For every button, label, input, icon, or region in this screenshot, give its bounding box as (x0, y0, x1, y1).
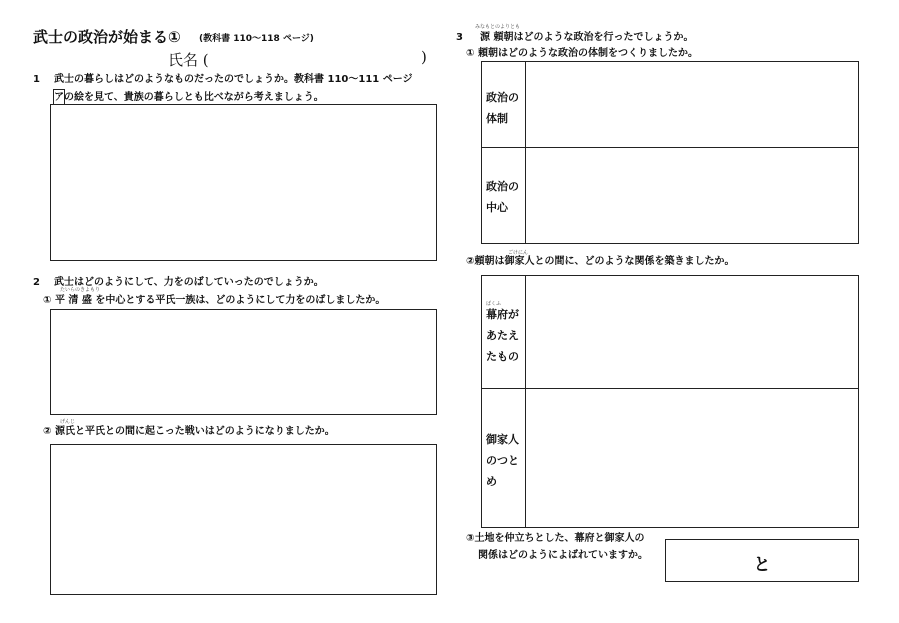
answer-box-q3-3[interactable] (665, 539, 859, 582)
row-label-political-center: 政治の中心 (486, 180, 519, 214)
row-label-political-system: 政治の体制 (486, 91, 519, 125)
question-3-2: ②頼朝は御家人との間に、どのような関係を築きましたか。 (466, 256, 735, 267)
question-2-number: 2 (33, 277, 40, 288)
answer-cell-given-by-shogunate[interactable] (526, 276, 858, 388)
ruby-genji: げんじ (60, 419, 76, 425)
question-1-number: 1 (33, 74, 40, 85)
table-shogunate-vassal (481, 275, 859, 528)
question-1-line1: 武士の暮らしはどのようなものだったのでしょうか。教科書 110～111 ページ (54, 74, 413, 85)
ruby-taira-no-kiyomori: たいらのきよもり (60, 287, 101, 293)
answer-box-q2-2[interactable] (50, 444, 437, 595)
textbook-reference: (教科書 110～118 ページ) (199, 34, 314, 44)
answer-box-q1[interactable] (50, 104, 437, 261)
answer-box-q2-1[interactable] (50, 309, 437, 415)
page-title: 武士の政治が始まる① (33, 28, 181, 46)
answer-cell-political-center[interactable] (526, 148, 858, 243)
question-2-text: 武士はどのようにして、力をのばしていったのでしょうか。 (54, 277, 324, 288)
ruby-gokenin: ごけにん (508, 250, 529, 256)
question-3-3-line2: 関係はどのようによばれていますか。 (478, 550, 648, 561)
question-3-text: 源 頼朝はどのような政治を行ったでしょうか。 (480, 32, 694, 43)
name-field-label: 氏名 ( (168, 51, 209, 69)
question-3-1: ① 頼朝はどのような政治の体制をつくりましたか。 (466, 48, 698, 59)
answer-cell-vassal-duties[interactable] (526, 389, 858, 527)
table-row (482, 276, 858, 388)
figure-reference-mark (53, 89, 65, 105)
ruby-bakufu: ばくふ (486, 301, 502, 307)
answer-cell-political-system[interactable] (526, 62, 858, 147)
row-label-given-by-shogunate: 幕府があたえたもの (486, 308, 519, 363)
question-2-2: ② 源氏と平氏との間に起こった戦いはどのようになりましたか。 (43, 426, 335, 437)
question-2-1: ① 平 清 盛 を中心とする平氏一族は、どのようにして力をのばしましたか。 (43, 295, 386, 306)
ruby-minamoto-no-yoritomo: みなもとのよりとも (475, 24, 521, 30)
question-3-3-line1: ③土地を仲立ちとした、幕府と御家人の (466, 533, 645, 544)
question-1-line2: アの絵を見て、貴族の暮らしとも比べながら考えましょう。 (54, 92, 324, 103)
table-row (482, 388, 858, 527)
name-field-close: ) (421, 48, 427, 66)
table-government-system (481, 61, 859, 244)
answer-to-character: と (753, 555, 771, 575)
question-3-number: 3 (456, 32, 463, 43)
table-row (482, 147, 858, 243)
table-row (482, 62, 858, 147)
row-label-vassal-duties: 御家人のつとめ (486, 433, 519, 488)
